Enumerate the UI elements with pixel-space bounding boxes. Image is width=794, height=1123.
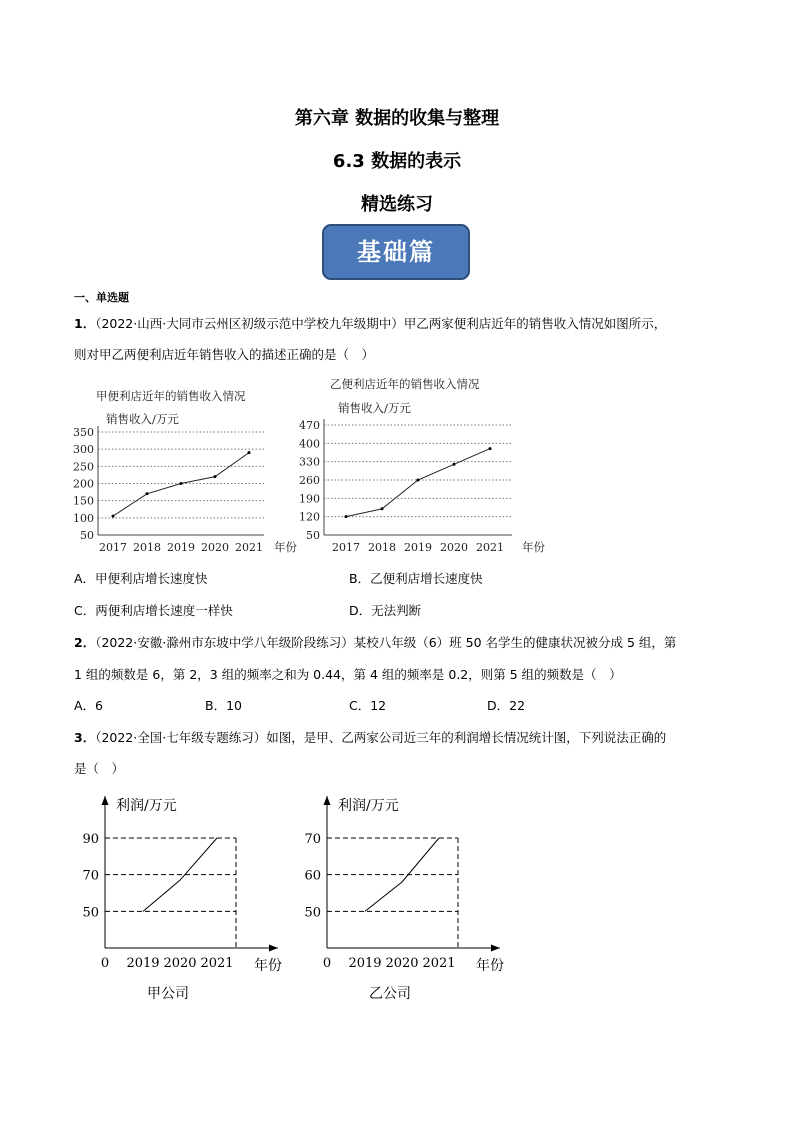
y-tick-label: 50: [304, 905, 321, 921]
origin-label: 0: [322, 956, 332, 971]
question-text: （2022·山西·大同市云州区初级示范中学校九年级期中）甲乙两家便利店近年的销售收入情况如图所示，: [95, 316, 667, 331]
x-axis-arrow: [269, 945, 278, 952]
data-point: [248, 451, 251, 454]
q2-option-a: A．6: [74, 698, 104, 713]
question-3-line2: 是（ ）: [74, 761, 125, 776]
x-axis-arrow: [491, 945, 500, 952]
section-label: 一、单选题: [74, 291, 129, 304]
y-tick-label: 330: [299, 455, 320, 469]
series-line: [346, 449, 490, 517]
y-tick-label: 150: [73, 494, 94, 508]
data-point: [146, 492, 149, 495]
x-axis-label: 年份: [274, 540, 297, 554]
data-point: [180, 482, 183, 485]
y-tick-label: 90: [82, 832, 99, 847]
x-tick-label: 2021: [476, 541, 504, 554]
chart-jia-company: [78, 790, 298, 1005]
y-tick-label: 200: [73, 477, 94, 491]
y-tick-label: 50: [82, 905, 99, 921]
q2-option-c: C．12: [349, 698, 387, 713]
question-3: [74, 728, 666, 746]
x-tick-label: 2020: [440, 541, 468, 554]
y-tick-label: 120: [299, 510, 320, 524]
x-axis-label: 年份: [522, 540, 545, 554]
x-tick-label: 2019: [126, 956, 160, 971]
x-tick-label: 2020: [201, 541, 229, 554]
y-tick-label: 260: [299, 474, 320, 487]
y-tick-label: 350: [73, 426, 94, 439]
x-tick-label: 2017: [99, 541, 127, 554]
x-tick-label: 2019: [404, 541, 432, 554]
data-point: [489, 447, 492, 450]
y-tick-label: 100: [73, 511, 94, 525]
y-tick-label: 470: [299, 419, 320, 432]
x-tick-label: 2019: [348, 956, 382, 971]
y-tick-label: 60: [304, 868, 321, 884]
question-1-line2: 则对甲乙两便利店近年销售收入的描述正确的是（ ）: [74, 347, 375, 362]
x-axis-label: 年份: [476, 958, 504, 974]
question-2: [74, 633, 676, 651]
chart-title: 乙公司: [369, 986, 411, 1002]
subtitle: 精选练习: [361, 194, 433, 215]
chapter-title: 第六章 数据的收集与整理: [294, 108, 500, 129]
level-badge: 基础篇: [322, 224, 470, 280]
q1-option-a: A．甲便利店增长速度快: [74, 571, 208, 586]
y-tick-label: 50: [306, 529, 320, 542]
x-tick-label: 2020: [163, 956, 197, 971]
chart-title: 甲公司: [147, 986, 189, 1002]
y-axis-arrow: [102, 796, 109, 805]
data-point: [345, 515, 348, 518]
question-text: （2022·全国·七年级专题练习）如图，是甲、乙两家公司近三年的利润增长情况统计图，下列说法正确的: [95, 730, 667, 745]
x-tick-label: 2017: [332, 541, 360, 554]
q2-option-b: B．10: [205, 698, 242, 713]
q1-option-d: D．无法判断: [349, 603, 422, 618]
y-tick-label: 50: [80, 529, 94, 542]
x-tick-label: 2021: [422, 956, 456, 971]
data-point: [112, 515, 115, 518]
y-tick-label: 70: [304, 832, 321, 847]
data-point: [453, 463, 456, 466]
x-tick-label: 2018: [368, 541, 396, 554]
chart-title: 乙便利店近年的销售收入情况: [330, 377, 480, 391]
question-2-line2: 1 组的频数是 6，第 2，3 组的频率之和为 0.44，第 4 组的频率是 0.2，则第 5 组的频数是（ ）: [74, 667, 622, 682]
y-tick-label: 190: [299, 492, 320, 506]
y-tick-label: 250: [73, 460, 94, 474]
data-point: [214, 475, 217, 478]
data-point: [381, 507, 384, 510]
y-tick-label: 300: [73, 443, 94, 457]
chart-yi-store: [298, 370, 558, 555]
origin-label: 0: [100, 956, 110, 971]
x-tick-label: 2018: [133, 541, 161, 554]
q1-option-b: B．乙便利店增长速度快: [349, 571, 483, 586]
x-tick-label: 2021: [235, 541, 263, 554]
y-axis-arrow: [324, 796, 331, 805]
question-text: （2022·安徽·滁州市东坡中学八年级阶段练习）某校八年级（6）班 50 名学生的健康状况被分成 5 组，第: [95, 635, 677, 650]
chart-yi-company: [300, 790, 520, 1005]
q2-option-d: D．22: [487, 698, 526, 713]
y-axis-label: 销售收入/万元: [338, 401, 411, 415]
question-1: [74, 314, 666, 332]
y-axis-label: 利润/万元: [338, 798, 399, 814]
data-point: [417, 479, 420, 482]
x-axis-label: 年份: [254, 958, 282, 974]
section-title: 6.3 数据的表示: [332, 151, 462, 172]
question-number: 2．: [74, 635, 96, 650]
y-tick-label: 400: [299, 437, 320, 451]
y-axis-label: 利润/万元: [116, 798, 177, 814]
question-number: 3．: [74, 730, 96, 745]
y-axis-label: 销售收入/万元: [106, 412, 179, 426]
chart-jia-store: [73, 380, 298, 555]
question-number: 1．: [74, 316, 96, 331]
x-tick-label: 2019: [167, 541, 195, 554]
chart-title: 甲便利店近年的销售收入情况: [96, 389, 246, 403]
x-tick-label: 2021: [200, 956, 234, 971]
q1-option-c: C．两便利店增长速度一样快: [74, 603, 233, 618]
x-tick-label: 2020: [385, 956, 419, 971]
y-tick-label: 70: [82, 868, 99, 884]
